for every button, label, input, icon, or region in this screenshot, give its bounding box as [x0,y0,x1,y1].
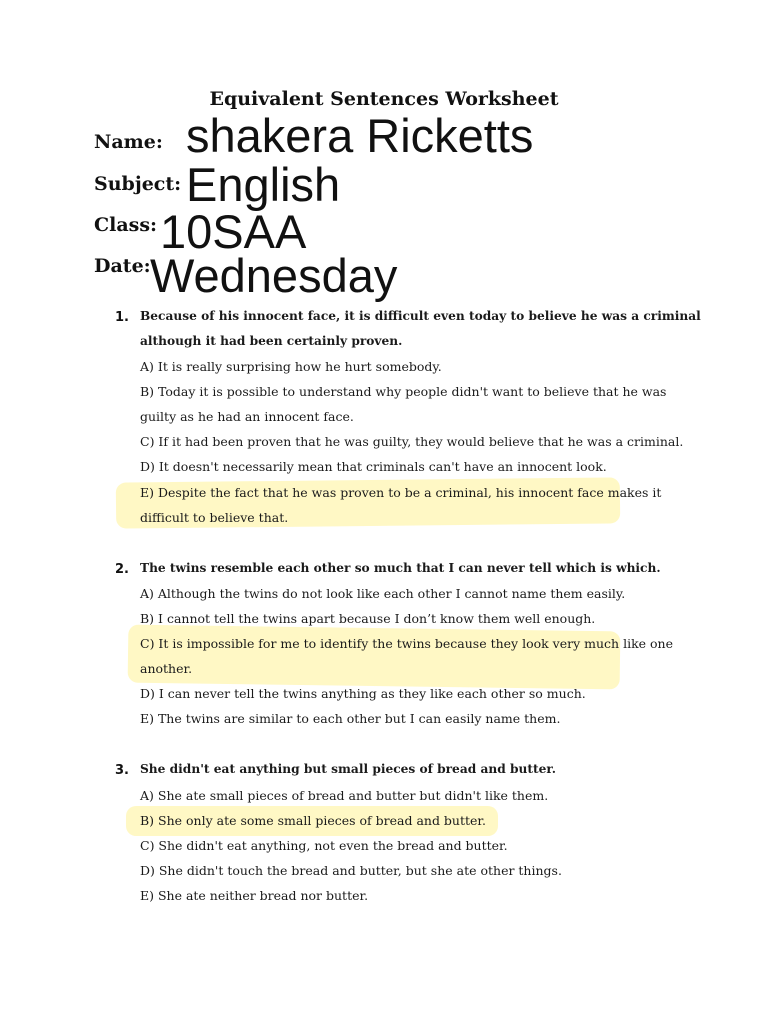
question-3-option-e: E) She ate neither bread nor butter. [140,888,369,903]
question-2-option-b: B) I cannot tell the twins apart because I don’t know them well enough. [140,611,596,626]
question-3-option-d: D) She didn't touch the bread and butter, but she ate other things. [140,863,562,878]
date-label: Date: [94,255,151,277]
subject-value: English [186,158,341,211]
question-3-number: 3. [115,763,129,778]
class-label: Class: [94,214,158,236]
question-3-option-b: B) She only ate some small pieces of bread and butter. [140,813,486,828]
date-value: Wednesday [150,249,398,302]
question-3-option-c: C) She didn't eat anything, not even the bread and butter. [140,838,508,853]
question-1-prompt-line2: although it had been certainly proven. [140,334,403,348]
question-2-option-c-line2: another. [140,661,193,676]
question-2-option-a: A) Although the twins do not look like each other I cannot name them easily. [140,586,626,601]
question-3-prompt: She didn't eat anything but small pieces of bread and butter. [140,762,556,776]
question-2-option-c-line1: C) It is impossible for me to identify the twins because they look very much like one [140,636,673,651]
question-1-option-b-line2: guilty as he had an innocent face. [140,409,354,424]
question-2-option-d: D) I can never tell the twins anything as they like each other so much. [140,686,586,701]
question-2-number: 2. [115,562,129,577]
question-1-option-a: A) It is really surprising how he hurt somebody. [140,359,442,374]
question-3-option-a: A) She ate small pieces of bread and butter but didn't like them. [140,788,549,803]
question-1-option-c: C) If it had been proven that he was guilty, they would believe that he was a criminal. [140,434,684,449]
question-2-option-e: E) The twins are similar to each other but I can easily name them. [140,711,561,726]
highlight-q2-c [128,625,621,690]
question-1-prompt-line1: Because of his innocent face, it is difficult even today to believe he was a criminal [140,309,701,323]
question-2-prompt: The twins resemble each other so much that I can never tell which is which. [140,561,661,575]
question-1-number: 1. [115,310,129,325]
question-1-option-b-line1: B) Today it is possible to understand why people didn't want to believe that he was [140,384,667,399]
question-1-option-e-line1: E) Despite the fact that he was proven to be a criminal, his innocent face makes it [140,485,662,500]
name-label: Name: [94,131,163,153]
question-1-option-e-line2: difficult to believe that. [140,510,289,525]
class-value: 10SAA [160,205,307,258]
worksheet-title: Equivalent Sentences Worksheet [209,88,559,110]
question-1-option-d: D) It doesn't necessarily mean that criminals can't have an innocent look. [140,459,607,474]
name-value: shakera Ricketts [186,109,534,162]
subject-label: Subject: [94,173,182,195]
